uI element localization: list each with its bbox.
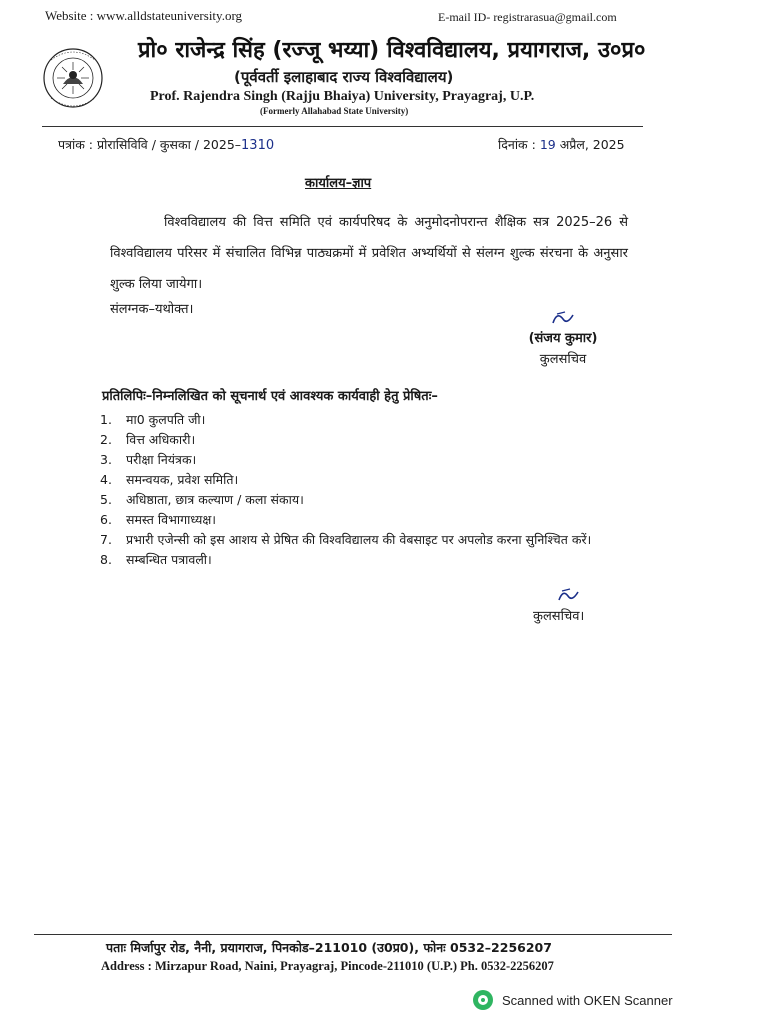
copy-to-item-text: समस्त विभागाध्यक्ष। bbox=[126, 512, 217, 527]
enclosure-note: संलग्नक–यथोक्त। bbox=[110, 302, 194, 317]
second-signature-mark-icon bbox=[555, 587, 583, 607]
reference-handwritten-number: 1310 bbox=[241, 138, 275, 153]
copy-to-item-text: अधिष्ठाता, छात्र कल्याण / कला संकाय। bbox=[126, 492, 304, 507]
copy-to-item-text: समन्वयक, प्रवेश समिति। bbox=[126, 472, 239, 487]
footer-divider bbox=[34, 934, 672, 935]
scanner-watermark-text: Scanned with OKEN Scanner bbox=[502, 992, 673, 1008]
copy-to-item-number: 4. bbox=[100, 472, 112, 487]
former-name-english: (Formerly Allahabad State University) bbox=[260, 106, 409, 116]
copy-to-item bbox=[100, 410, 630, 430]
website-line: Website : www.alldstateuniversity.org bbox=[45, 8, 243, 23]
copy-to-item-text: वित्त अधिकारी। bbox=[126, 432, 196, 447]
copy-to-item bbox=[100, 530, 630, 550]
scanner-watermark bbox=[473, 990, 673, 1010]
footer-address-hindi: पताः मिर्जापुर रोड, नैनी, प्रयागराज, पिनकोड–211010 (उ0प्र0), फोनः 0532–2256207 bbox=[106, 940, 552, 955]
copy-to-item-text: प्रभारी एजेन्सी को इस आशय से प्रेषित की विश्वविद्यालय की वेबसाइट पर अपलोड करना सुनिश्चित करें। bbox=[126, 532, 592, 547]
copy-to-item bbox=[100, 450, 630, 470]
copy-to-item bbox=[100, 510, 630, 530]
footer-address-english: Address : Mirzapur Road, Naini, Prayagraj, Pincode-211010 (U.P.) Ph. 0532-2256207 bbox=[101, 959, 554, 973]
copy-to-item-number: 5. bbox=[100, 492, 112, 507]
signatory-designation: कुलसचिव bbox=[539, 352, 587, 367]
copy-to-item bbox=[100, 550, 630, 570]
issue-date bbox=[498, 136, 625, 153]
copy-to-item-number: 7. bbox=[100, 532, 112, 547]
scanner-logo-icon bbox=[473, 990, 493, 1010]
signatory-name: (संजय कुमार) bbox=[528, 331, 598, 346]
copy-to-item-text: सम्बन्धित पत्रावली। bbox=[126, 552, 212, 567]
final-signatory: कुलसचिव। bbox=[533, 609, 585, 624]
copy-to-item-text: मा0 कुलपति जी। bbox=[126, 412, 206, 427]
date-month-year: अप्रैल, 2025 bbox=[555, 137, 625, 152]
copy-to-item-number: 2. bbox=[100, 432, 112, 447]
memo-body: विश्वविद्यालय की वित्त समिति एवं कार्यपरिषद के अनुमोदनोपरान्त शैक्षिक सत्र 2025–26 से विश्वविद्यालय परिसर में संचालित विभिन्न पाठ्यक्रमों में प्रवेशित अभ्यर्थियों से संलग्न शुल्क संरचना के अनुसार शुल्क लिया जायेगा। bbox=[110, 215, 628, 292]
copy-to-item-number: 8. bbox=[100, 552, 112, 567]
former-name-hindi: (पूर्ववर्ती इलाहाबाद राज्य विश्वविद्यालय) bbox=[234, 68, 454, 86]
copy-to-item-number: 1. bbox=[100, 412, 112, 427]
date-handwritten-day: 19 bbox=[539, 137, 556, 152]
copy-to-item-number: 6. bbox=[100, 512, 112, 527]
copy-to-item bbox=[100, 490, 630, 510]
university-title-hindi: प्रो० राजेन्द्र सिंह (रज्जू भय्या) विश्वविद्यालय, प्रयागराज, उ०प्र० bbox=[138, 38, 646, 63]
copy-to-item-text: परीक्षा नियंत्रक। bbox=[126, 452, 197, 467]
reference-label: पत्रांक : प्रोरासिविवि / कुसका / 2025– bbox=[58, 137, 242, 152]
date-label: दिनांक : bbox=[498, 137, 540, 152]
university-title-english: Prof. Rajendra Singh (Rajju Bhaiya) University, Prayagraj, U.P. bbox=[150, 89, 535, 104]
copy-to-item-number: 3. bbox=[100, 452, 112, 467]
memo-title: कार्यालय–ज्ञाप bbox=[305, 176, 372, 191]
email-line: E-mail ID- registrarasua@gmail.com bbox=[438, 10, 617, 24]
copy-to-heading: प्रतिलिपिः–निम्नलिखित को सूचनार्थ एवं आवश्यक कार्यवाही हेतु प्रेषितः– bbox=[102, 389, 438, 404]
header-divider bbox=[42, 126, 643, 127]
university-seal-icon bbox=[41, 40, 105, 122]
copy-to-item bbox=[100, 430, 630, 450]
copy-to-item bbox=[100, 470, 630, 490]
signature-block bbox=[518, 328, 608, 367]
reference-number bbox=[58, 136, 274, 153]
copy-to-list bbox=[100, 410, 630, 570]
